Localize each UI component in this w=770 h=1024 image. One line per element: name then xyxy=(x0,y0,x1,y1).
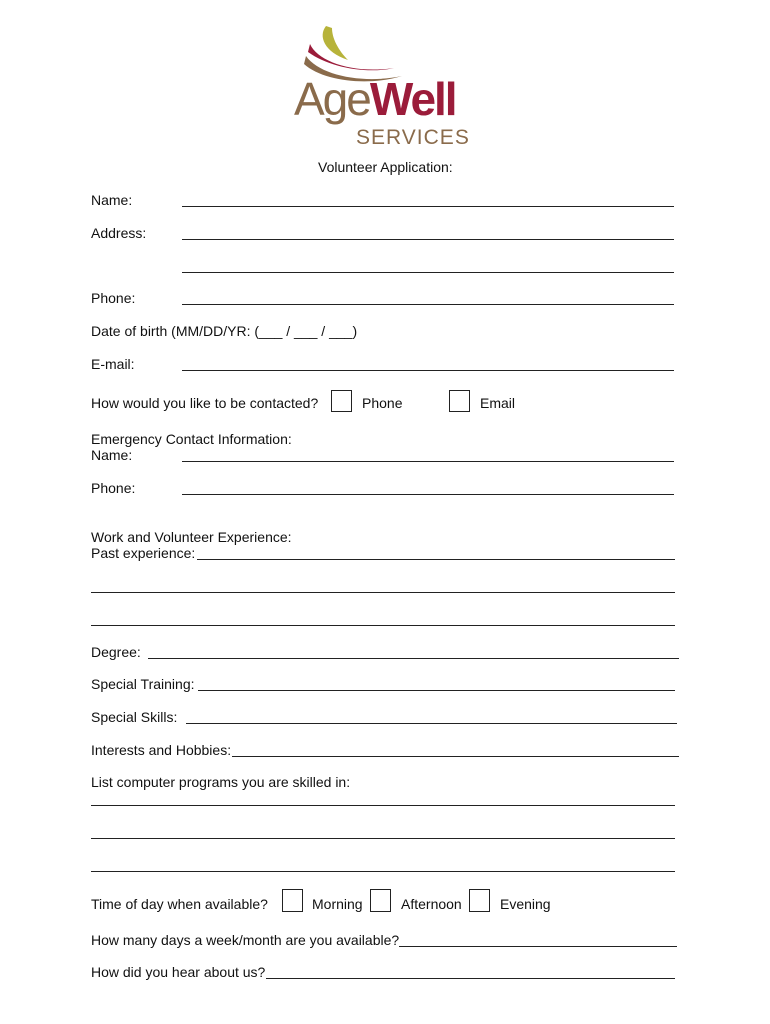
morning-checkbox[interactable] xyxy=(282,889,303,912)
address-field-line-1[interactable] xyxy=(182,239,674,240)
computer-programs-field-1[interactable] xyxy=(91,805,675,806)
contact-email-label: Email xyxy=(480,395,516,411)
hear-question: How did you hear about us? xyxy=(91,964,266,980)
afternoon-checkbox[interactable] xyxy=(370,889,391,912)
name-field[interactable] xyxy=(182,206,674,207)
logo-services-text: SERVICES xyxy=(356,126,470,149)
name-label: Name: xyxy=(91,192,133,208)
time-question: Time of day when available? xyxy=(91,896,268,912)
evening-checkbox[interactable] xyxy=(469,889,490,912)
email-label: E-mail: xyxy=(91,356,135,372)
emergency-name-field[interactable] xyxy=(182,461,674,462)
agewell-logo xyxy=(290,22,490,154)
address-field-line-2[interactable] xyxy=(182,272,674,273)
morning-label: Morning xyxy=(312,896,363,912)
days-question: How many days a week/month are you available? xyxy=(91,932,400,948)
contact-phone-label: Phone xyxy=(362,395,403,411)
special-training-field[interactable] xyxy=(198,690,675,691)
emergency-phone-label: Phone: xyxy=(91,480,136,496)
past-experience-label: Past experience: xyxy=(91,545,196,561)
afternoon-label: Afternoon xyxy=(401,896,462,912)
computer-programs-label: List computer programs you are skilled in: xyxy=(91,774,351,790)
degree-field[interactable] xyxy=(148,658,679,659)
special-skills-field[interactable] xyxy=(186,723,677,724)
interests-label: Interests and Hobbies: xyxy=(91,742,232,758)
logo-well-text: Well xyxy=(369,73,456,125)
phone-field[interactable] xyxy=(182,304,674,305)
work-heading: Work and Volunteer Experience: xyxy=(91,529,292,545)
hear-field[interactable] xyxy=(266,978,675,979)
evening-label: Evening xyxy=(500,896,551,912)
contact-question: How would you like to be contacted? xyxy=(91,395,319,411)
address-label: Address: xyxy=(91,225,147,241)
special-skills-label: Special Skills: xyxy=(91,709,178,725)
emergency-phone-field[interactable] xyxy=(182,494,674,495)
phone-label: Phone: xyxy=(91,290,136,306)
email-field[interactable] xyxy=(182,370,674,371)
emergency-name-label: Name: xyxy=(91,447,133,463)
form-title: Volunteer Application: xyxy=(318,159,453,175)
interests-field[interactable] xyxy=(232,756,679,757)
past-experience-field-2[interactable] xyxy=(91,592,675,593)
emergency-heading: Emergency Contact Information: xyxy=(91,431,292,447)
computer-programs-field-3[interactable] xyxy=(91,871,675,872)
special-training-label: Special Training: xyxy=(91,676,195,692)
contact-phone-checkbox[interactable] xyxy=(331,390,352,412)
logo-age-text: Age xyxy=(294,73,370,125)
contact-email-checkbox[interactable] xyxy=(449,390,470,412)
past-experience-field-1[interactable] xyxy=(197,559,675,560)
degree-label: Degree: xyxy=(91,644,141,660)
past-experience-field-3[interactable] xyxy=(91,625,675,626)
days-field[interactable] xyxy=(399,946,677,947)
dob-label: Date of birth (MM/DD/YR: (___ / ___ / ___) xyxy=(91,323,358,339)
computer-programs-field-2[interactable] xyxy=(91,838,675,839)
